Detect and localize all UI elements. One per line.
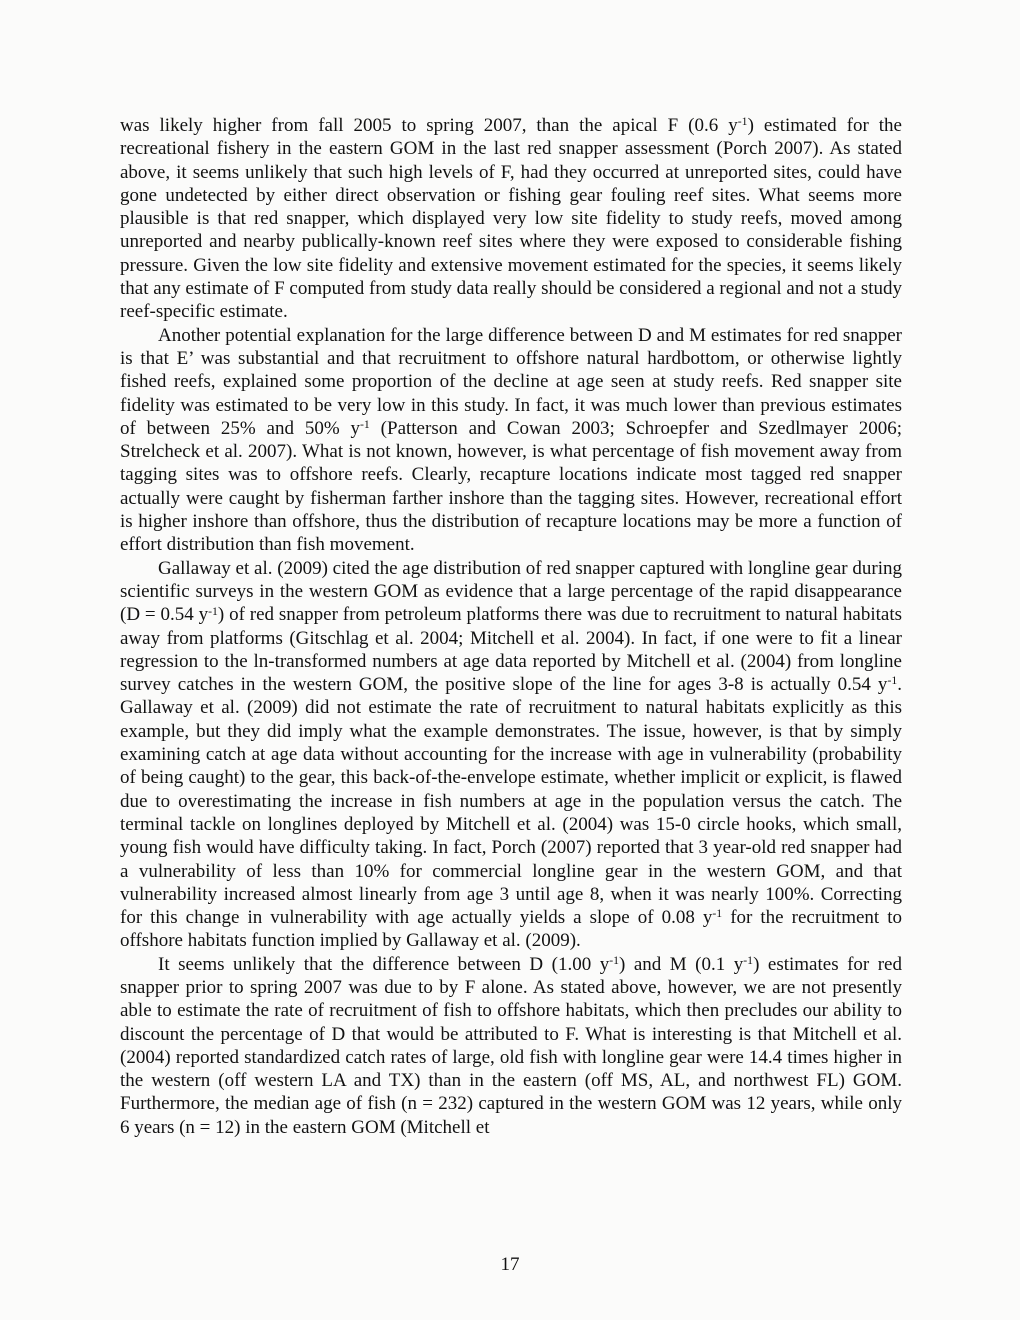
paragraph-4: It seems unlikely that the difference between D (1.00 $y^{-1}$) and M (0.1 $y^{-1}$) estimates for red snapper prior to spring 2007 was due to by F alone. As stated above, however, we are not presently able to estimate the rate of recruitment of fish to offshore habitats, which then precludes our ability to discount the percentage of D that would be attributed to F. What is interesting is that Mitchell et al. (2004) reported standardized catch rates of large, old fish with longline gear were 14.4 times higher in the western (off western LA and TX) than in the eastern (off MS, AL, and northwest FL) GOM. Furthermore, the median age of fish (n = 232) captured in the western GOM was 12 years, while only 6 years (n = 12) in the eastern GOM (Mitchell et (120, 953, 902, 1138)
page-body-text (120, 114, 902, 1139)
page-number: 17 (500, 1254, 520, 1275)
superscript-exponent: -1 (743, 954, 754, 968)
paragraph-3: Gallaway et al. (2009) cited the age distribution of red snapper captured with longline gear during scientific surveys in the western GOM as evidence that a large percentage of the rapid disappearance (D = 0.54 $y^{-1}$) of red snapper from petroleum platforms there was due to recruitment to natural habitats away from platforms (Gitschlag et al. 2004; Mitchell et al. 2004). In fact, if one were to fit a linear regression to the ln-transformed numbers at age data reported by Mitchell et al. (2004) from longline survey catches in the western GOM, the positive slope of the line for ages 3-8 is actually 0.54 $y^{-1}$. Gallaway et al. (2009) did not estimate the rate of recruitment to natural habitats explicitly as this example, but they did imply what the example demonstrates. The issue, however, is that by simply examining catch at age data without accounting for the increase with age in vulnerability (probability of being caught) to the gear, this back-of-the-envelope estimate, whether implicit or explicit, is flawed due to overestimating the increase in fish numbers at age in the population versus the catch. The terminal tackle on longlines deployed by Mitchell et al. (2004) was 15-0 circle hooks, which small, young fish would have difficulty taking. In fact, Porch (2007) reported that 3 year-old red snapper had a vulnerability of less than 10% for commercial longline gear in the western GOM, and that vulnerability increased almost linearly from age 3 until age 8, when it was nearly 100%. Correcting for this change in vulnerability with age actually yields a slope of 0.08 $y^{-1}$ for the recruitment to offshore habitats function implied by Gallaway et al. (2009). (120, 557, 903, 952)
superscript-exponent: -1 (360, 418, 370, 432)
superscript-exponent: -1 (737, 115, 748, 129)
superscript-exponent: -1 (208, 604, 218, 618)
superscript-exponent: -1 (609, 954, 620, 968)
paragraph-1: was likely higher from fall 2005 to spring 2007, than the apical F (0.6 $y^{-1}$) estimated for the recreational fishery in the eastern GOM in the last red snapper assessment (Porch 2007). As stated above, it seems unlikely that such high levels of F, had they occurred at unreported sites, could have gone undetected by either direct observation or fishing gear fouling reef sites. What seems more plausible is that red snapper, which displayed very low site fidelity to study reefs, moved among unreported and nearby publically-known reef sites where they were exposed to considerable fishing pressure. Given the low site fidelity and extensive movement estimated for the species, it seems likely that any estimate of F computed from study data really should be considered a regional and not a study reef-specific estimate. (120, 115, 902, 323)
superscript-exponent: -1 (712, 907, 723, 921)
paragraph-2: Another potential explanation for the large difference between D and M estimates for red snapper is that E’ was substantial and that recruitment to offshore natural hardbottom, or otherwise lightly fished reefs, explained some proportion of the decline at age seen at study reefs. Red snapper site fidelity was estimated to be very low in this study. In fact, it was much lower than previous estimates of between 25% and 50% $y^{-1}$ (Patterson and Cowan 2003; Schroepfer and Szedlmayer 2006; Strelcheck et al. 2007). What is not known, however, is what percentage of fish movement away from tagging sites was to offshore reefs. Clearly, recapture locations indicate most tagged red snapper actually were caught by fisherman farther inshore than the tagging sites. However, recreational effort is higher inshore than offshore, thus the distribution of recapture locations may be more a function of effort distribution than fish movement. (120, 324, 902, 556)
superscript-exponent: -1 (887, 674, 898, 688)
